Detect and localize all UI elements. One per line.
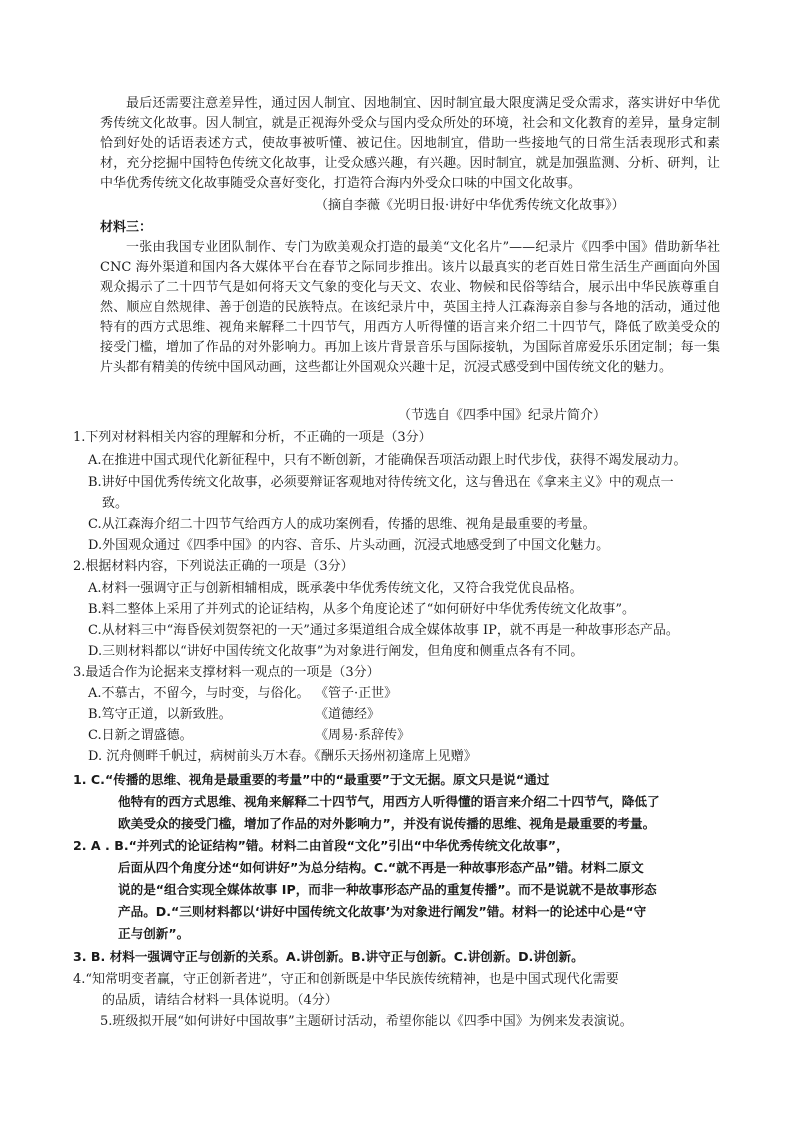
question-3-option-b: B.笃守正道，以新致胜。 bbox=[88, 707, 232, 722]
question-2-option-a: A.材料一强调守正与创新相辅相成，既承袭中华优秀传统文化，又符合我党优良品格。 bbox=[88, 581, 583, 596]
material-3-heading: 材料三： bbox=[100, 220, 153, 235]
question-3-option-c: C.日新之谓盛德。 bbox=[88, 728, 193, 743]
question-4-line-1: 4.“知常明变者赢，守正创新者进”，守正和创新既是中华民族传统精神，也是中国式现代化需要 bbox=[73, 972, 619, 987]
question-2-stem: 2.根据材料内容，下列说法正确的一项是（3分） bbox=[73, 559, 354, 574]
source-citation-3: （节选自《四季中国》纪录片简介） bbox=[398, 408, 607, 423]
paragraph-differences bbox=[100, 94, 720, 194]
source-citation-1: （摘自李薇《光明日报·讲好中华优秀传统文化故事》） bbox=[315, 198, 625, 213]
answer-2-line-3: 说的是“组合实现全媒体故事 IP，而非一种故事形态产品的重复传播”。而不是说就不是故事形态 bbox=[118, 882, 657, 897]
question-3-option-a: A.不慕古，不留今，与时变，与俗化。 bbox=[88, 686, 310, 701]
question-4-line-2: 的品质，请结合材料一具体说明。（4分） bbox=[102, 993, 338, 1008]
answer-1-line-2: 他特有的西方式思维、视角来解释二十四节气，用西方人听得懂的语言来介绍二十四节气，降低了 bbox=[118, 794, 660, 809]
question-3-option-a-source: 《管子·正世》 bbox=[315, 686, 398, 701]
answer-2-line-2: 后面从四个角度分述“如何讲好”为总分结构。C.“就不再是一种故事形态产品”错。材料二原文 bbox=[118, 860, 644, 875]
question-3-option-d: D. 沉舟侧畔千帆过，病树前头万木春。《酬乐天扬州初逢席上见赠》 bbox=[88, 749, 477, 764]
question-2-option-b: B.料二整体上采用了并列式的论证结构，从多个角度论述了“如何研好中华优秀传统文化故事”。 bbox=[88, 602, 635, 617]
answer-2-line-1: 2. A . B.“并列式的论证结构”错。材料二由首段“文化”引出“中华优秀传统文化故事”， bbox=[73, 838, 569, 853]
question-1-option-d: D.外国观众通过《四季中国》的内容、音乐、片头动画，沉浸式地感受到了中国文化魅力。 bbox=[88, 538, 610, 553]
question-1-option-c: C.从江森海介绍二十四节气给西方人的成功案例看，传播的思维、视角是最重要的考量。 bbox=[88, 517, 596, 532]
question-1-stem: 1.下列对材料相关内容的理解和分析，不正确的一项是（3分） bbox=[73, 430, 432, 445]
answer-1-line-3: 欧美受众的接受门槛，增加了作品的对外影响力”，并没有说传播的思维、视角是最重要的考量。 bbox=[118, 816, 656, 831]
paragraph-text: 一张由我国专业团队制作、专门为欧美观众打造的最美“文化名片”——纪录片《四季中国》借助新华社 CNC 海外渠道和国内各大媒体平台在春节之际同步推出。该片以最真实的老百姓日常生活生产画面向外国观众揭示了二十四节气是如何将天文气象的变化与天文、农业、物候和民俗等结合，展示出中华民族尊重自然、顺应自然规律、善于创造的民族特点。在该纪录片中，英国主持人江森海亲自参与各地的活动，通过他特有的西方式思维、视角来解释二十四节气，用西方人听得懂的语言来介绍二十四节气，降低了欧美受众的接受门槛，增加了作品的对外影响力。再加上该片背景音乐与国际接轨，为国际首席爱乐乐团定制；每一集片头都有精美的传统中国风动画，这些都让外国观众兴趣十足，沉浸式感受到中国传统文化的魅力。 bbox=[100, 240, 720, 375]
question-3-stem: 3.最适合作为论据来支撑材料一观点的一项是（3分） bbox=[73, 665, 380, 680]
answer-2-line-4: 产品。D.“三则材料都以‘讲好中国传统文化故事’为对象进行阐发”错。材料一的论述中心是“守 bbox=[118, 904, 647, 919]
answer-1-line-1: 1. C.“传播的思维、视角是最重要的考量”中的“最重要”于文无据。原文只是说“通过 bbox=[73, 772, 550, 787]
question-1-option-b-cont: 致。 bbox=[102, 496, 129, 511]
question-5: 5.班级拟开展“如何讲好中国故事”主题研讨活动，希望你能以《四季中国》为例来发表演说。 bbox=[100, 1014, 633, 1029]
paragraph-material-3 bbox=[100, 238, 720, 378]
question-2-option-c: C.从材料三中“海昏侯刘贺祭祀的一天”通过多渠道组合成全媒体故事 IP，就不再是一种故事形态产品。 bbox=[88, 623, 679, 638]
question-1-option-a: A.在推进中国式现代化新征程中，只有不断创新，才能确保吾项活动跟上时代步伐，获得不竭发展动力。 bbox=[88, 453, 687, 468]
answer-2-line-5: 正与创新”。 bbox=[118, 926, 190, 941]
question-1-option-b: B.讲好中国优秀传统文化故事，必须要辩证客观地对待传统文化，这与鲁迅在《拿来主义》中的观点一 bbox=[88, 475, 674, 490]
question-3-option-b-source: 《道德经》 bbox=[315, 707, 381, 722]
answer-3: 3. B. 材料一强调守正与创新的关系。A.讲创新。B.讲守正与创新。C.讲创新。D.讲创新。 bbox=[73, 949, 584, 964]
paragraph-text: 最后还需要注意差异性，通过因人制宜、因地制宜、因时制宜最大限度满足受众需求，落实讲好中华优秀传统文化故事。因人制宜，就是正视海外受众与国内受众所处的环境，社会和文化教育的差异，量身定制恰到好处的话语表述方式，使故事被听懂、被记住。因地制宜，借助一些接地气的日常生活表现形式和素材，充分挖掘中国特色传统文化故事，让受众感兴趣，有兴趣。因时制宜，就是加强监测、分析、研判，让中华优秀传统文化故事随受众喜好变化，打造符合海内外受众口味的中国文化故事。 bbox=[100, 96, 720, 191]
question-2-option-d: D.三则材料都以“讲好中国传统文化故事”为对象进行阐发，但角度和侧重点各有不同。 bbox=[88, 644, 584, 659]
question-3-option-c-source: 《周易·系辞传》 bbox=[315, 728, 411, 743]
